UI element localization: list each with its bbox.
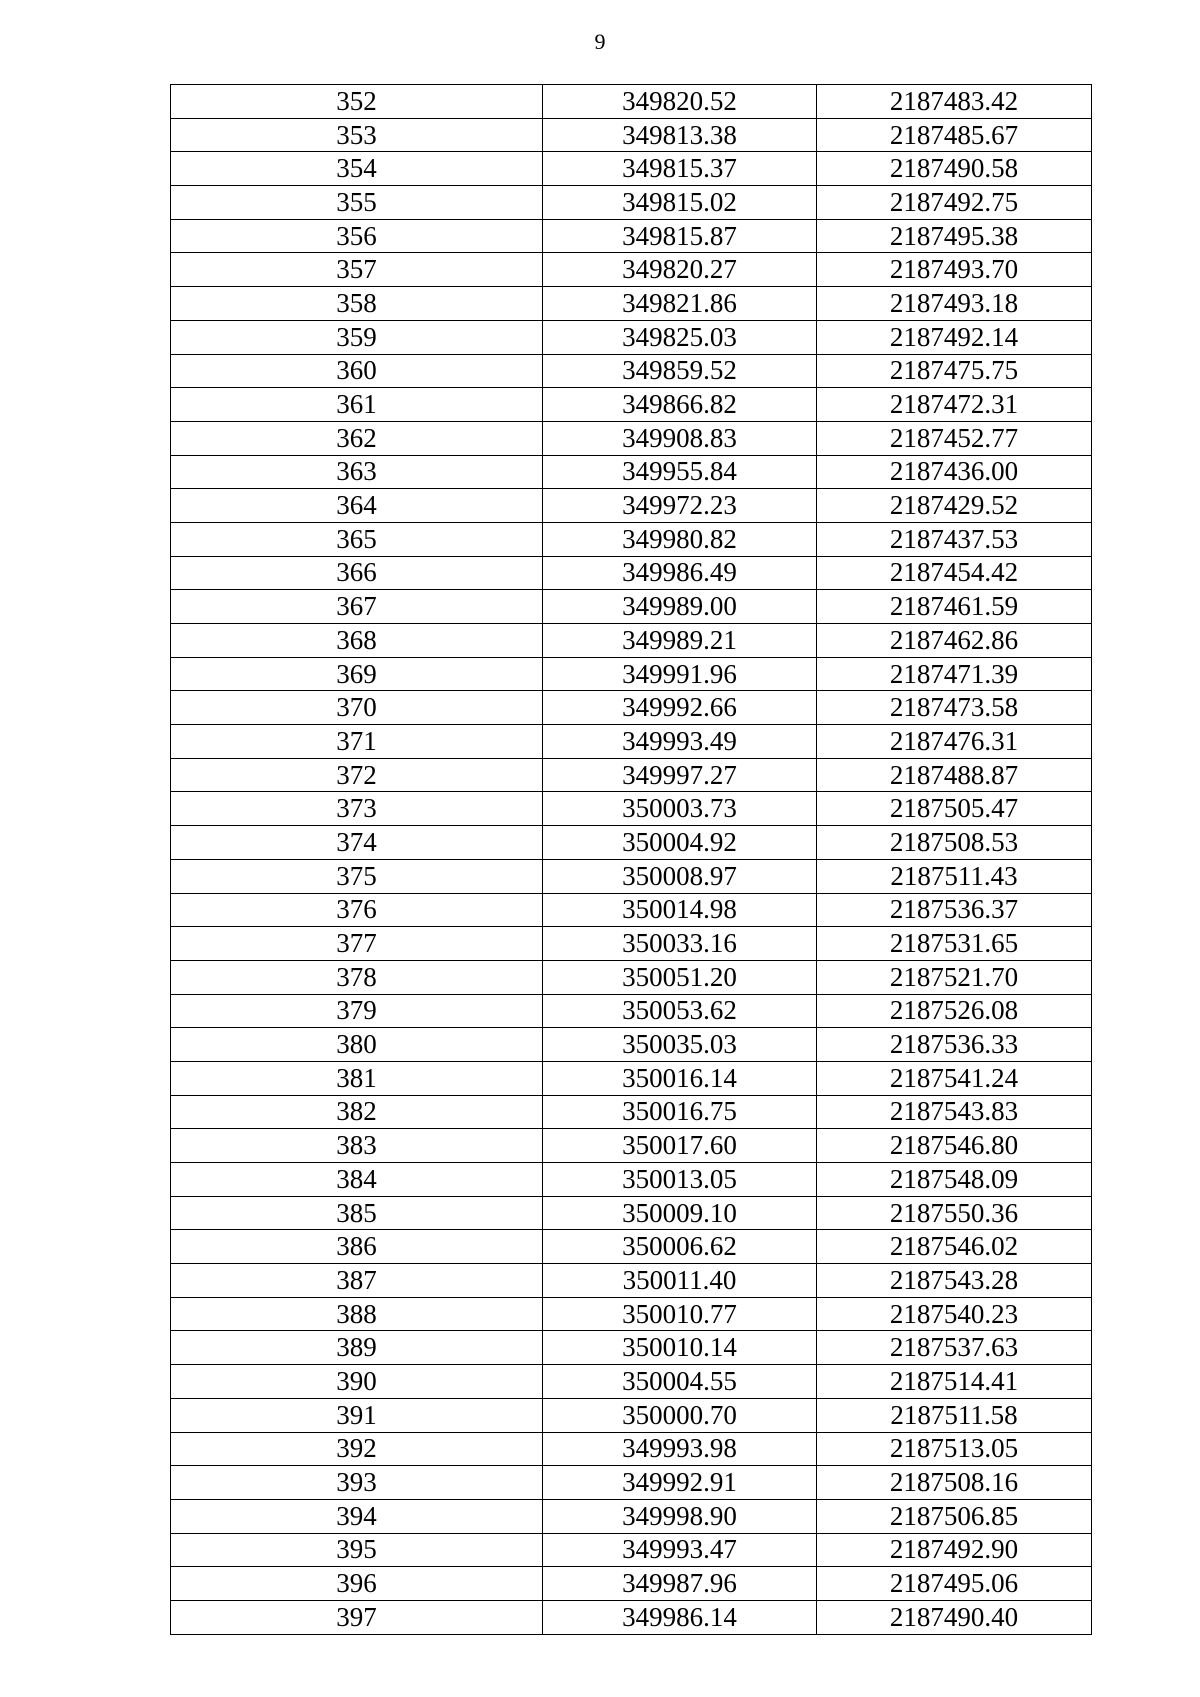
x-coordinate-cell: 349987.96 [543,1567,817,1601]
point-number-cell: 384 [171,1163,543,1197]
y-coordinate-cell: 2187531.65 [817,927,1092,961]
y-coordinate-cell: 2187490.40 [817,1600,1092,1634]
point-number-cell: 397 [171,1600,543,1634]
table-row [171,1163,1092,1197]
table-row [171,1129,1092,1163]
table-row [171,455,1092,489]
y-coordinate-cell: 2187505.47 [817,792,1092,826]
x-coordinate-cell: 349989.00 [543,590,817,624]
point-number-cell: 364 [171,489,543,523]
x-coordinate-cell: 350033.16 [543,927,817,961]
point-number-cell: 354 [171,152,543,186]
point-number-cell: 396 [171,1567,543,1601]
table-row [171,219,1092,253]
table-row [171,320,1092,354]
point-number-cell: 352 [171,85,543,119]
y-coordinate-cell: 2187493.70 [817,253,1092,287]
table-row [171,85,1092,119]
y-coordinate-cell: 2187536.33 [817,1028,1092,1062]
point-number-cell: 391 [171,1398,543,1432]
table-row [171,287,1092,321]
y-coordinate-cell: 2187461.59 [817,590,1092,624]
point-number-cell: 380 [171,1028,543,1062]
table-row [171,1398,1092,1432]
x-coordinate-cell: 350016.75 [543,1095,817,1129]
y-coordinate-cell: 2187437.53 [817,522,1092,556]
y-coordinate-cell: 2187472.31 [817,388,1092,422]
point-number-cell: 370 [171,691,543,725]
table-row [171,725,1092,759]
point-number-cell: 356 [171,219,543,253]
point-number-cell: 363 [171,455,543,489]
point-number-cell: 381 [171,1061,543,1095]
y-coordinate-cell: 2187462.86 [817,624,1092,658]
x-coordinate-cell: 350010.77 [543,1297,817,1331]
y-coordinate-cell: 2187485.67 [817,118,1092,152]
point-number-cell: 358 [171,287,543,321]
x-coordinate-cell: 349813.38 [543,118,817,152]
y-coordinate-cell: 2187492.14 [817,320,1092,354]
y-coordinate-cell: 2187521.70 [817,960,1092,994]
point-number-cell: 375 [171,859,543,893]
x-coordinate-cell: 350008.97 [543,859,817,893]
y-coordinate-cell: 2187475.75 [817,354,1092,388]
point-number-cell: 394 [171,1499,543,1533]
y-coordinate-cell: 2187473.58 [817,691,1092,725]
x-coordinate-cell: 350016.14 [543,1061,817,1095]
table-row [171,1230,1092,1264]
y-coordinate-cell: 2187506.85 [817,1499,1092,1533]
table-row [171,624,1092,658]
table-row [171,421,1092,455]
point-number-cell: 366 [171,556,543,590]
point-number-cell: 368 [171,624,543,658]
x-coordinate-cell: 349815.37 [543,152,817,186]
x-coordinate-cell: 350051.20 [543,960,817,994]
table-row [171,1466,1092,1500]
table-row [171,657,1092,691]
point-number-cell: 385 [171,1196,543,1230]
point-number-cell: 383 [171,1129,543,1163]
x-coordinate-cell: 350014.98 [543,893,817,927]
x-coordinate-cell: 350003.73 [543,792,817,826]
table-row [171,1533,1092,1567]
x-coordinate-cell: 349820.27 [543,253,817,287]
x-coordinate-cell: 350035.03 [543,1028,817,1062]
x-coordinate-cell: 350011.40 [543,1264,817,1298]
point-number-cell: 372 [171,758,543,792]
x-coordinate-cell: 350009.10 [543,1196,817,1230]
point-number-cell: 353 [171,118,543,152]
y-coordinate-cell: 2187540.23 [817,1297,1092,1331]
y-coordinate-cell: 2187454.42 [817,556,1092,590]
x-coordinate-cell: 349815.87 [543,219,817,253]
table-row [171,186,1092,220]
y-coordinate-cell: 2187476.31 [817,725,1092,759]
point-number-cell: 369 [171,657,543,691]
point-number-cell: 373 [171,792,543,826]
x-coordinate-cell: 350053.62 [543,994,817,1028]
point-number-cell: 361 [171,388,543,422]
point-number-cell: 367 [171,590,543,624]
table-row [171,354,1092,388]
point-number-cell: 377 [171,927,543,961]
y-coordinate-cell: 2187537.63 [817,1331,1092,1365]
table-row [171,691,1092,725]
x-coordinate-cell: 349820.52 [543,85,817,119]
x-coordinate-cell: 349821.86 [543,287,817,321]
table-row [171,152,1092,186]
x-coordinate-cell: 349986.49 [543,556,817,590]
table-row [171,1432,1092,1466]
point-number-cell: 387 [171,1264,543,1298]
y-coordinate-cell: 2187471.39 [817,657,1092,691]
table-row [171,1567,1092,1601]
y-coordinate-cell: 2187514.41 [817,1365,1092,1399]
table-row [171,1499,1092,1533]
x-coordinate-cell: 349972.23 [543,489,817,523]
y-coordinate-cell: 2187436.00 [817,455,1092,489]
table-row [171,388,1092,422]
x-coordinate-cell: 350004.55 [543,1365,817,1399]
table-row [171,118,1092,152]
x-coordinate-cell: 349993.47 [543,1533,817,1567]
point-number-cell: 389 [171,1331,543,1365]
point-number-cell: 355 [171,186,543,220]
table-row [171,960,1092,994]
y-coordinate-cell: 2187511.58 [817,1398,1092,1432]
table-row [171,489,1092,523]
y-coordinate-cell: 2187548.09 [817,1163,1092,1197]
y-coordinate-cell: 2187511.43 [817,859,1092,893]
page-number: 9 [594,29,606,54]
y-coordinate-cell: 2187508.53 [817,826,1092,860]
table-row [171,1365,1092,1399]
x-coordinate-cell: 349992.91 [543,1466,817,1500]
table-row [171,1028,1092,1062]
y-coordinate-cell: 2187492.90 [817,1533,1092,1567]
x-coordinate-cell: 349825.03 [543,320,817,354]
table-row [171,1331,1092,1365]
x-coordinate-cell: 350004.92 [543,826,817,860]
table-row [171,1264,1092,1298]
table-row [171,1061,1092,1095]
point-number-cell: 382 [171,1095,543,1129]
table-row [171,1196,1092,1230]
point-number-cell: 379 [171,994,543,1028]
table-row [171,590,1092,624]
table-row [171,893,1092,927]
table-row [171,556,1092,590]
table-row [171,792,1092,826]
x-coordinate-cell: 349993.49 [543,725,817,759]
point-number-cell: 365 [171,522,543,556]
point-number-cell: 360 [171,354,543,388]
y-coordinate-cell: 2187495.38 [817,219,1092,253]
x-coordinate-cell: 349998.90 [543,1499,817,1533]
x-coordinate-cell: 350000.70 [543,1398,817,1432]
x-coordinate-cell: 349992.66 [543,691,817,725]
y-coordinate-cell: 2187550.36 [817,1196,1092,1230]
x-coordinate-cell: 349815.02 [543,186,817,220]
y-coordinate-cell: 2187493.18 [817,287,1092,321]
table-row [171,1600,1092,1634]
table-row [171,859,1092,893]
point-number-cell: 359 [171,320,543,354]
y-coordinate-cell: 2187490.58 [817,152,1092,186]
point-number-cell: 390 [171,1365,543,1399]
point-number-cell: 362 [171,421,543,455]
y-coordinate-cell: 2187526.08 [817,994,1092,1028]
x-coordinate-cell: 349955.84 [543,455,817,489]
y-coordinate-cell: 2187541.24 [817,1061,1092,1095]
y-coordinate-cell: 2187546.80 [817,1129,1092,1163]
y-coordinate-cell: 2187543.28 [817,1264,1092,1298]
table-row [171,826,1092,860]
coordinates-table [170,84,1092,1635]
x-coordinate-cell: 349997.27 [543,758,817,792]
point-number-cell: 378 [171,960,543,994]
x-coordinate-cell: 349866.82 [543,388,817,422]
table-row [171,1095,1092,1129]
y-coordinate-cell: 2187429.52 [817,489,1092,523]
x-coordinate-cell: 350006.62 [543,1230,817,1264]
x-coordinate-cell: 350017.60 [543,1129,817,1163]
point-number-cell: 386 [171,1230,543,1264]
point-number-cell: 393 [171,1466,543,1500]
x-coordinate-cell: 349980.82 [543,522,817,556]
y-coordinate-cell: 2187488.87 [817,758,1092,792]
x-coordinate-cell: 349991.96 [543,657,817,691]
y-coordinate-cell: 2187543.83 [817,1095,1092,1129]
point-number-cell: 395 [171,1533,543,1567]
point-number-cell: 392 [171,1432,543,1466]
table-row [171,927,1092,961]
x-coordinate-cell: 350010.14 [543,1331,817,1365]
point-number-cell: 371 [171,725,543,759]
x-coordinate-cell: 349908.83 [543,421,817,455]
x-coordinate-cell: 349993.98 [543,1432,817,1466]
table-row [171,522,1092,556]
point-number-cell: 357 [171,253,543,287]
x-coordinate-cell: 349859.52 [543,354,817,388]
y-coordinate-cell: 2187483.42 [817,85,1092,119]
point-number-cell: 388 [171,1297,543,1331]
table-row [171,253,1092,287]
table-row [171,994,1092,1028]
x-coordinate-cell: 349986.14 [543,1600,817,1634]
x-coordinate-cell: 349989.21 [543,624,817,658]
point-number-cell: 374 [171,826,543,860]
y-coordinate-cell: 2187536.37 [817,893,1092,927]
y-coordinate-cell: 2187452.77 [817,421,1092,455]
x-coordinate-cell: 350013.05 [543,1163,817,1197]
table-row [171,1297,1092,1331]
y-coordinate-cell: 2187508.16 [817,1466,1092,1500]
y-coordinate-cell: 2187513.05 [817,1432,1092,1466]
table-row [171,758,1092,792]
point-number-cell: 376 [171,893,543,927]
y-coordinate-cell: 2187492.75 [817,186,1092,220]
table-body [171,85,1092,1635]
y-coordinate-cell: 2187546.02 [817,1230,1092,1264]
y-coordinate-cell: 2187495.06 [817,1567,1092,1601]
